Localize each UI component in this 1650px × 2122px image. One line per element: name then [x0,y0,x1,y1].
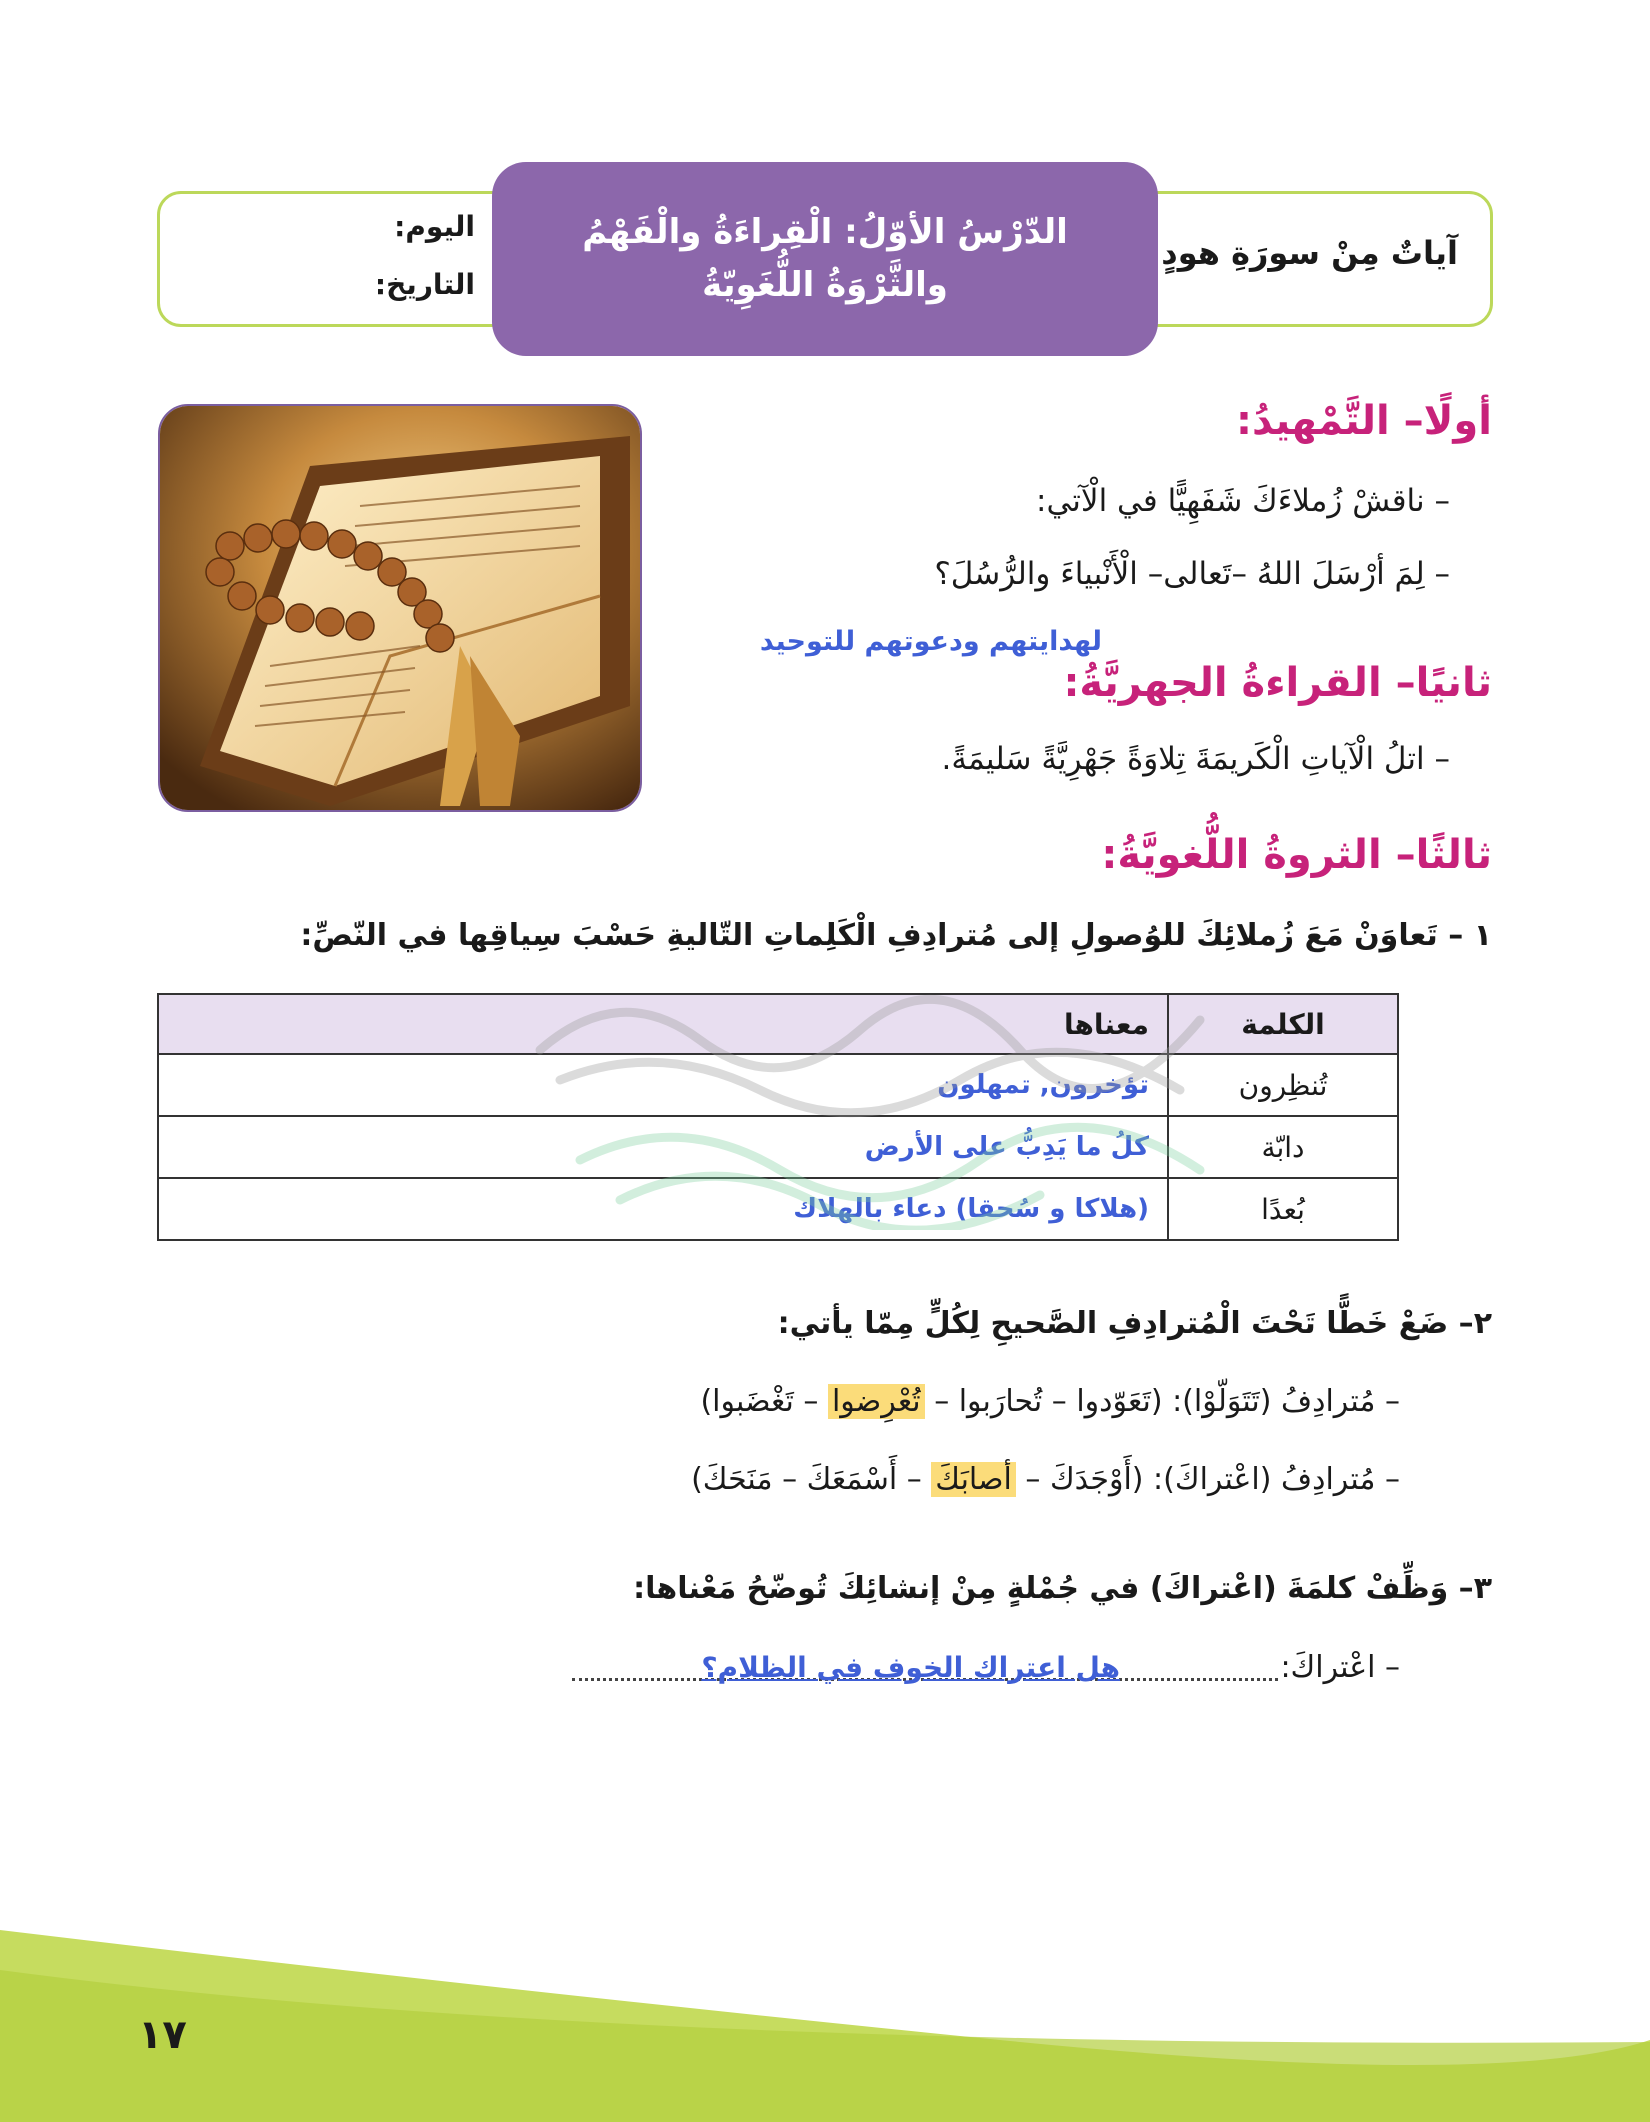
synonym-line-1 [700,1384,1400,1419]
date-label: التاريخ: [374,268,475,301]
table-row [158,1054,1398,1116]
sentence-label: – اعْتراكَ: [1280,1650,1400,1685]
vocab-meaning: كلُ ما يَدِبُّ على الأرض [158,1116,1168,1178]
vocab-meaning: (هلاكا و سُحقا) دعاء بالهلاك [158,1178,1168,1240]
table-header-meaning: معناها [158,994,1168,1054]
vocab-word: دابّة [1168,1116,1398,1178]
synonym-line-2-answer: أصابَكَ [931,1462,1016,1497]
discussion-instruction: – ناقشْ زُملاءَكَ شَفَهِيًّا في الْآتي: [1036,483,1450,519]
synonym-line-2-prefix: – مُترادِفُ (اعْتراكَ): (أَوْجَدَكَ – [1025,1462,1400,1497]
quran-book-image [158,404,642,812]
table-row [158,1116,1398,1178]
vocab-meaning: تؤخرون, تمهلون [158,1054,1168,1116]
footer-wave [0,1930,1650,2122]
lesson-title-line1: الدّرْسُ الأوّلُ: الْقِراءَةُ والْفَهْمُ [582,212,1068,253]
section-heading-vocabulary: ثالثًا– الثروةُ اللُّغويَّةُ: [1101,832,1492,878]
synonym-line-2 [691,1462,1400,1497]
lesson-title-banner [492,162,1158,356]
table-row [158,1178,1398,1240]
page-number: ١٧ [138,2012,187,2058]
vocab-word: بُعدًا [1168,1178,1398,1240]
discussion-answer: لهدايتهم ودعوتهم للتوحيد [759,626,1102,657]
table-header-row [158,994,1398,1054]
section-heading-reading: ثانيًا– القراءةُ الجهريَّةُ: [1063,660,1492,706]
question-2: ٢– ضَعْ خَطًّا تَحْتَ الْمُترادِفِ الصَّحيحِ لِكُلٍّ مِمّا يأتي: [777,1306,1492,1341]
synonym-line-1-suffix: – تَغْضَبوا) [700,1384,819,1419]
reading-instruction: – اتلُ الْآياتِ الْكَريمَةَ تِلاوَةً جَهْرِيَّةً سَليمَةً. [941,741,1450,777]
section-heading-intro: أولًا– التَّمْهيدُ: [1236,398,1492,444]
day-label: اليوم: [394,210,475,243]
vocab-word: تُنظِرون [1168,1054,1398,1116]
question-3: ٣– وَظِّفْ كلمَةَ (اعْتراكَ) في جُمْلةٍ مِنْ إنشائِكَ تُوضّحُ مَعْناها: [633,1571,1492,1606]
question-1: ١ – تَعاوَنْ مَعَ زُملائِكَ للوُصولِ إلى مُترادِفِ الْكَلِماتِ التّاليةِ حَسْبَ سِياقِها في النّصِّ: [300,918,1492,953]
synonym-line-1-answer: تُعْرِضوا [828,1384,925,1419]
table-header-word: الكلمة [1168,994,1398,1054]
synonym-line-1-prefix: – مُترادِفُ (تَتَوَلّوْا): (تَعَوّدوا – تُحارَبوا – [934,1384,1400,1419]
vocabulary-table [157,993,1399,1241]
surah-title: آياتٌ مِنْ سورَةِ هودٍ [1161,234,1458,272]
lesson-title-line2: والثَّرْوَةُ اللُّغَوِيّةُ [702,265,948,305]
discussion-question: – لِمَ أرْسَلَ اللهُ –تَعالى– الْأَنْبياءَ والرُّسُلَ؟ [934,556,1450,592]
sentence-answer: هل اعتراك الخوف في الظلام؟ [701,1651,1120,1684]
synonym-line-2-suffix: – أَسْمَعَكَ – مَنَحَكَ) [691,1462,922,1497]
